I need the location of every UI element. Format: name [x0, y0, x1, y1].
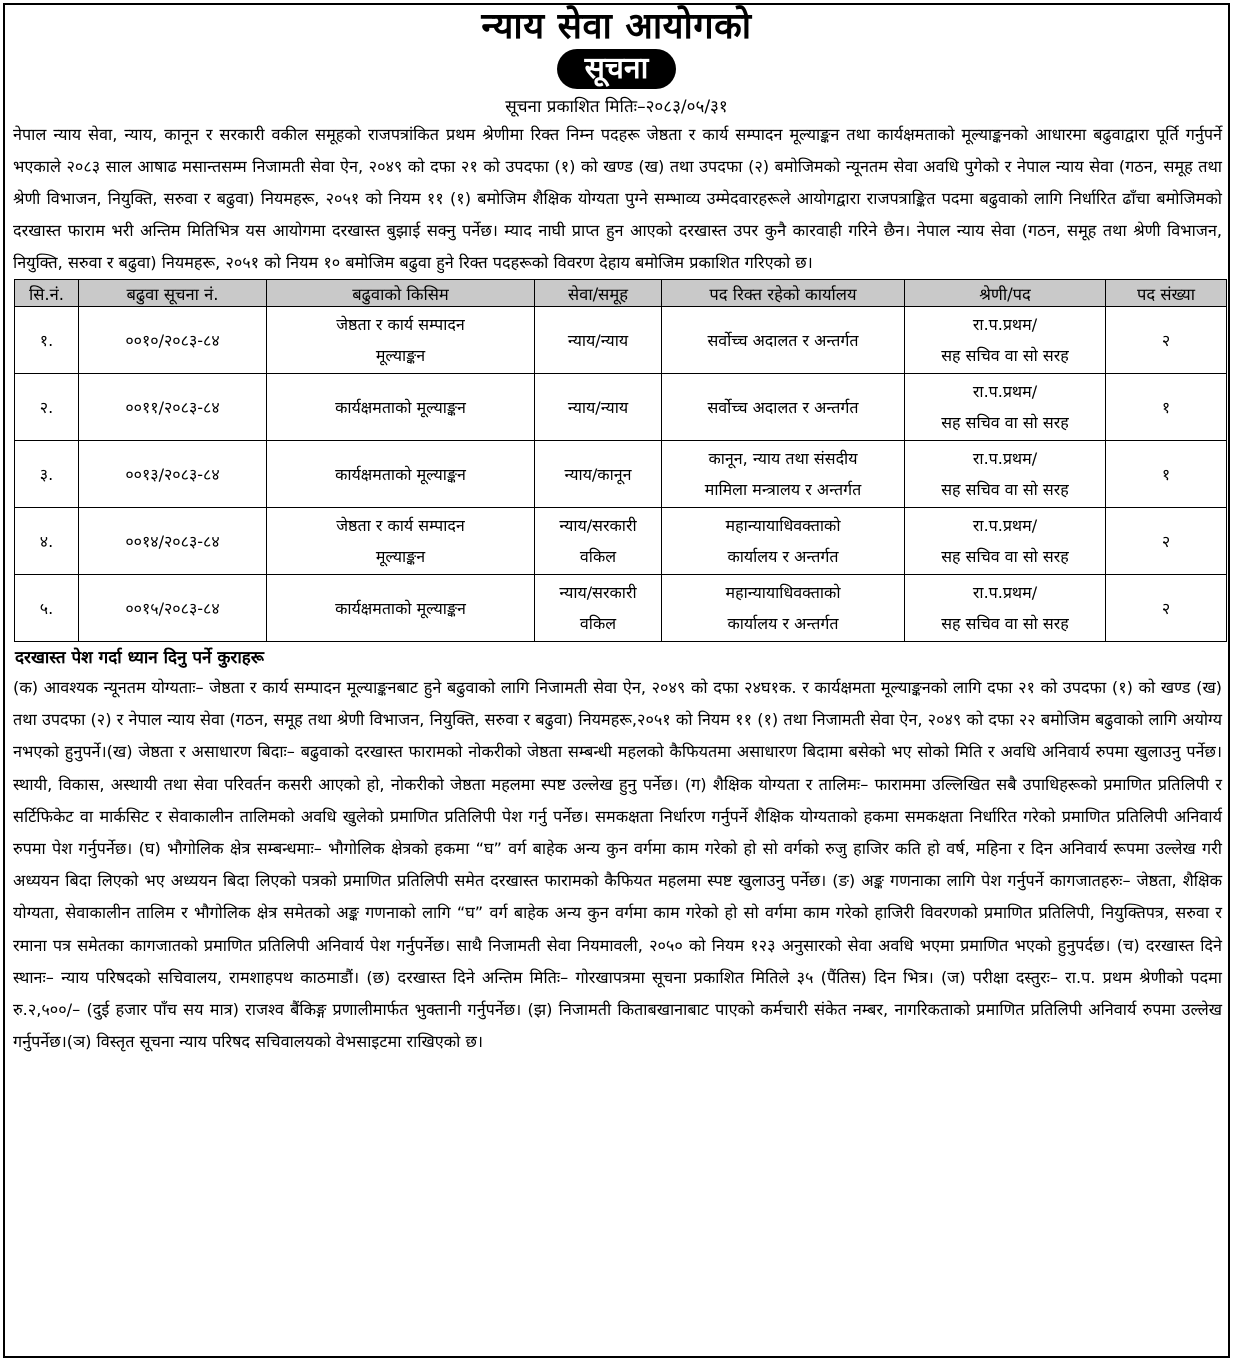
cell-notice-no: ००११/२०८३-८४ — [79, 374, 267, 441]
header-post-count: पद संख्या — [1106, 280, 1227, 307]
cell-serial: २. — [15, 374, 79, 441]
cell-rank-line: रा.प.प्रथम/ — [972, 583, 1038, 602]
cell-post-count: २ — [1106, 508, 1227, 575]
table-header-row — [15, 280, 1227, 307]
cell-service-group-line: न्याय/न्याय — [567, 330, 629, 350]
cell-office-line: सर्वोच्च अदालत र अन्तर्गत — [707, 330, 859, 350]
cell-office — [662, 508, 905, 575]
vacancy-table — [14, 279, 1227, 642]
cell-promotion-type-line: मूल्याङ्कन — [375, 346, 426, 365]
cell-service-group — [535, 307, 662, 374]
cell-service-group-line: न्याय/सरकारी — [559, 583, 637, 602]
cell-rank — [905, 307, 1106, 374]
cell-office — [662, 307, 905, 374]
notice-badge-wrap — [5, 49, 1228, 89]
cell-notice-no: ००१०/२०८३-८४ — [79, 307, 267, 374]
cell-service-group-line: न्याय/कानून — [564, 464, 632, 484]
header-rank: श्रेणी/पद — [905, 280, 1106, 307]
cell-office-line: महान्यायाधिवक्ताको — [725, 516, 841, 535]
cell-office-line: महान्यायाधिवक्ताको — [725, 583, 841, 602]
header-service-group: सेवा/समूह — [535, 280, 662, 307]
cell-rank — [905, 374, 1106, 441]
cell-office-line: कानून, न्याय तथा संसदीय — [708, 449, 858, 468]
cell-rank-line: सह सचिव वा सो सरह — [941, 614, 1069, 633]
cell-notice-no: ००१४/२०८३-८४ — [79, 508, 267, 575]
table-row — [15, 508, 1227, 575]
cell-promotion-type — [267, 441, 535, 508]
cell-office-line: सर्वोच्च अदालत र अन्तर्गत — [707, 397, 859, 417]
table-body — [15, 307, 1227, 642]
cell-service-group — [535, 441, 662, 508]
header-promotion-type: बढुवाको किसिम — [267, 280, 535, 307]
intro-paragraph: नेपाल न्याय सेवा, न्याय, कानून र सरकारी वकील समूहको राजपत्रांकित प्रथम श्रेणीमा रिक्त निम्न पदहरू जेष्ठता र कार्य सम्पादन मूल्याङ्कन तथा कार्यक्षमताको मूल्याङ्कनको आधारमा बढुवाद्वारा पूर्ति गर्नुपर्ने भएकाले २०८३ साल आषाढ मसान्तसम्म निजामती सेवा ऐन, २०४९ को दफा २१ को उपदफा (१) को खण्ड (ख) तथा उपदफा (२) बमोजिमको न्यूनतम सेवा अवधि पुगेको र नेपाल न्याय सेवा (गठन, समूह तथा श्रेणी विभाजन, नियुक्ति, सरुवा र बढुवा) नियमहरू, २०५१ को नियम ११ (१) बमोजिम शैक्षिक योग्यता पुग्ने सम्भाव्य उम्मेदवारहरूले आयोगद्वारा राजपत्राङ्कित पदमा बढुवाको लागि निर्धारित ढाँचा बमोजिमको दरखास्त फाराम भरी अन्तिम मितिभित्र यस आयोगमा दरखास्त बुझाई सक्नु पर्नेछ। म्याद नाघी प्राप्त हुन आएको दरखास्त उपर कुनै कारवाही गरिने छैन। नेपाल न्याय सेवा (गठन, समूह तथा श्रेणी विभाजन, नियुक्ति, सरुवा र बढुवा) नियमहरू, २०५१ को नियम १० बमोजिम बढुवा हुने रिक्त पदहरूको विवरण देहाय बमोजिम प्रकाशित गरिएको छ। — [13, 125, 1222, 272]
cell-promotion-type-line: जेष्ठता र कार्य सम्पादन — [336, 516, 465, 535]
cell-service-group-line: न्याय/न्याय — [567, 397, 629, 417]
cell-rank-line: सह सचिव वा सो सरह — [941, 547, 1069, 566]
cell-serial: १. — [15, 307, 79, 374]
table-row — [15, 575, 1227, 642]
cell-promotion-type — [267, 575, 535, 642]
cell-notice-no: ००१३/२०८३-८४ — [79, 441, 267, 508]
table-row — [15, 307, 1227, 374]
cell-service-group — [535, 508, 662, 575]
cell-rank-line: सह सचिव वा सो सरह — [941, 346, 1069, 365]
cell-office-line: कार्यालय र अन्तर्गत — [727, 547, 839, 566]
header-office: पद रिक्त रहेको कार्यालय — [662, 280, 905, 307]
notice-page — [3, 3, 1230, 1358]
cell-promotion-type — [267, 374, 535, 441]
notice-badge: सूचना — [557, 49, 677, 89]
cell-office — [662, 374, 905, 441]
cell-rank — [905, 441, 1106, 508]
cell-promotion-type-line: कार्यक्षमताको मूल्याङ्कन — [335, 397, 466, 417]
cell-promotion-type-line: जेष्ठता र कार्य सम्पादन — [336, 315, 465, 334]
cell-serial: ५. — [15, 575, 79, 642]
cell-promotion-type-line: कार्यक्षमताको मूल्याङ्कन — [335, 598, 466, 618]
notes-heading: दरखास्त पेश गर्दा ध्यान दिनु पर्ने कुराहरू — [15, 648, 265, 668]
cell-promotion-type — [267, 508, 535, 575]
cell-rank-line: सह सचिव वा सो सरह — [941, 413, 1069, 432]
header-serial: सि.नं. — [15, 280, 79, 307]
cell-rank-line: रा.प.प्रथम/ — [972, 516, 1038, 535]
cell-post-count: १ — [1106, 374, 1227, 441]
cell-service-group — [535, 374, 662, 441]
cell-rank-line: रा.प.प्रथम/ — [972, 449, 1038, 468]
cell-post-count: १ — [1106, 441, 1227, 508]
cell-office-line: कार्यालय र अन्तर्गत — [727, 614, 839, 633]
cell-serial: ३. — [15, 441, 79, 508]
cell-rank-line: रा.प.प्रथम/ — [972, 315, 1038, 334]
cell-post-count: २ — [1106, 575, 1227, 642]
cell-promotion-type-line: मूल्याङ्कन — [375, 547, 426, 566]
cell-promotion-type — [267, 307, 535, 374]
cell-service-group-line: न्याय/सरकारी — [559, 516, 637, 535]
cell-service-group — [535, 575, 662, 642]
cell-office — [662, 575, 905, 642]
cell-service-group-line: वकिल — [579, 614, 617, 633]
published-date: सूचना प्रकाशित मितिः–२०८३/०५/३१ — [505, 97, 728, 117]
cell-post-count: २ — [1106, 307, 1227, 374]
cell-notice-no: ००१५/२०८३-८४ — [79, 575, 267, 642]
table-row — [15, 374, 1227, 441]
notice-title: न्याय सेवा आयोगको — [481, 6, 752, 47]
cell-rank — [905, 575, 1106, 642]
header-notice-no: बढुवा सूचना नं. — [79, 280, 267, 307]
table-row — [15, 441, 1227, 508]
notes-paragraph: (क) आवश्यक न्यूनतम योग्यताः– जेष्ठता र कार्य सम्पादन मूल्याङ्कनबाट हुने बढुवाको लागि निजामती सेवा ऐन, २०४९ को दफा २४घ१क. र कार्यक्षमता मूल्याङ्कनको लागि दफा २१ को उपदफा (१) को खण्ड (ख) तथा उपदफा (२) र नेपाल न्याय सेवा (गठन, समूह तथा श्रेणी विभाजन, नियुक्ति, सरुवा र बढुवा) नियमहरू,२०५१ को नियम ११ (१) तथा निजामती सेवा ऐन, २०४९ को दफा २२ बमोजिम बढुवाको लागि अयोग्य नभएको हुनुपर्ने।(ख) जेष्ठता र असाधारण बिदाः– बढुवाको दरखास्त फारामको नोकरीको जेष्ठता सम्बन्धी महलको कैफियतमा असाधारण बिदामा बसेको भए सोको मिति र अवधि अनिवार्य रुपमा खुलाउनु पर्नेछ। स्थायी, विकास, अस्थायी तथा सेवा परिवर्तन कसरी आएको हो, नोकरीको जेष्ठता महलमा स्पष्ट उल्लेख हुनु पर्नेछ। (ग) शैक्षिक योग्यता र तालिमः– फाराममा उल्लिखित सबै उपाधिहरूको प्रमाणित प्रतिलिपी र सर्टिफिकेट वा मार्कसिट र सेवाकालीन तालिमको अवधि खुलेको प्रमाणित प्रतिलिपी पेश गर्नु पर्नेछ। समकक्षता निर्धारण गर्नुपर्ने शैक्षिक योग्यताको हकमा समकक्षता निर्धारित गरेको प्रमाणित प्रतिलिपी अनिवार्य रुपमा पेश गर्नुपर्नेछ। (घ) भौगोलिक क्षेत्र सम्बन्धमाः– भौगोलिक क्षेत्रको हकमा “घ” वर्ग बाहेक अन्य कुन वर्गमा काम गरेको हो सो वर्गको रुजु हाजिर कति हो वर्ष, महिना र दिन अनिवार्य रूपमा उल्लेख गरी अध्ययन बिदा लिएको भए अध्ययन बिदा लिएको पत्रको प्रमाणित प्रतिलिपी समेत दरखास्त फारामको कैफियत महलमा स्पष्ट खुलाउनु पर्नेछ। (ङ) अङ्क गणनाका लागि पेश गर्नुपर्ने कागजातहरुः– जेष्ठता, शैक्षिक योग्यता, सेवाकालीन तालिम र भौगोलिक क्षेत्र समेतको अङ्क गणनाको लागि “घ” वर्ग बाहेक अन्य कुन वर्गमा काम गरेको हो सो वर्गमा काम गरेको हाजिरी विवरणको प्रमाणित प्रतिलिपी, नियुक्तिपत्र, सरुवा र रमाना पत्र समेतका कागजातको प्रमाणित प्रतिलिपी अनिवार्य पेश गर्नुपर्नेछ। साथै निजामती सेवा नियमावली, २०५० को नियम १२३ अनुसारको सेवा अवधि भएमा प्रमाणित भएको हुनुपर्दछ। (च) दरखास्त दिने स्थानः– न्याय परिषदको सचिवालय, रामशाहपथ काठमाडौं। (छ) दरखास्त दिने अन्तिम मितिः– गोरखापत्रमा सूचना प्रकाशित मितिले ३५ (पैंतिस) दिन भित्र। (ज) परीक्षा दस्तुरः– रा.प. प्रथम श्रेणीको पदमा रु.२,५००/– (दुई हजार पाँच सय मात्र) राजश्व बैंकिङ्ग प्रणालीमार्फत भुक्तानी गर्नुपर्नेछ। (झ) निजामती किताबखानाबाट पाएको कर्मचारी संकेत नम्बर, नागरिकताको प्रमाणित प्रतिलिपी अनिवार्य रुपमा उल्लेख गर्नुपर्नेछ।(ञ) विस्तृत सूचना न्याय परिषद सचिवालयको वेभसाइटमा राखिएको छ। — [13, 678, 1222, 1052]
cell-rank — [905, 508, 1106, 575]
cell-promotion-type-line: कार्यक्षमताको मूल्याङ्कन — [335, 464, 466, 484]
cell-service-group-line: वकिल — [579, 547, 617, 566]
cell-office — [662, 441, 905, 508]
cell-rank-line: सह सचिव वा सो सरह — [941, 480, 1069, 499]
cell-serial: ४. — [15, 508, 79, 575]
cell-rank-line: रा.प.प्रथम/ — [972, 382, 1038, 401]
cell-office-line: मामिला मन्त्रालय र अन्तर्गत — [704, 480, 862, 499]
